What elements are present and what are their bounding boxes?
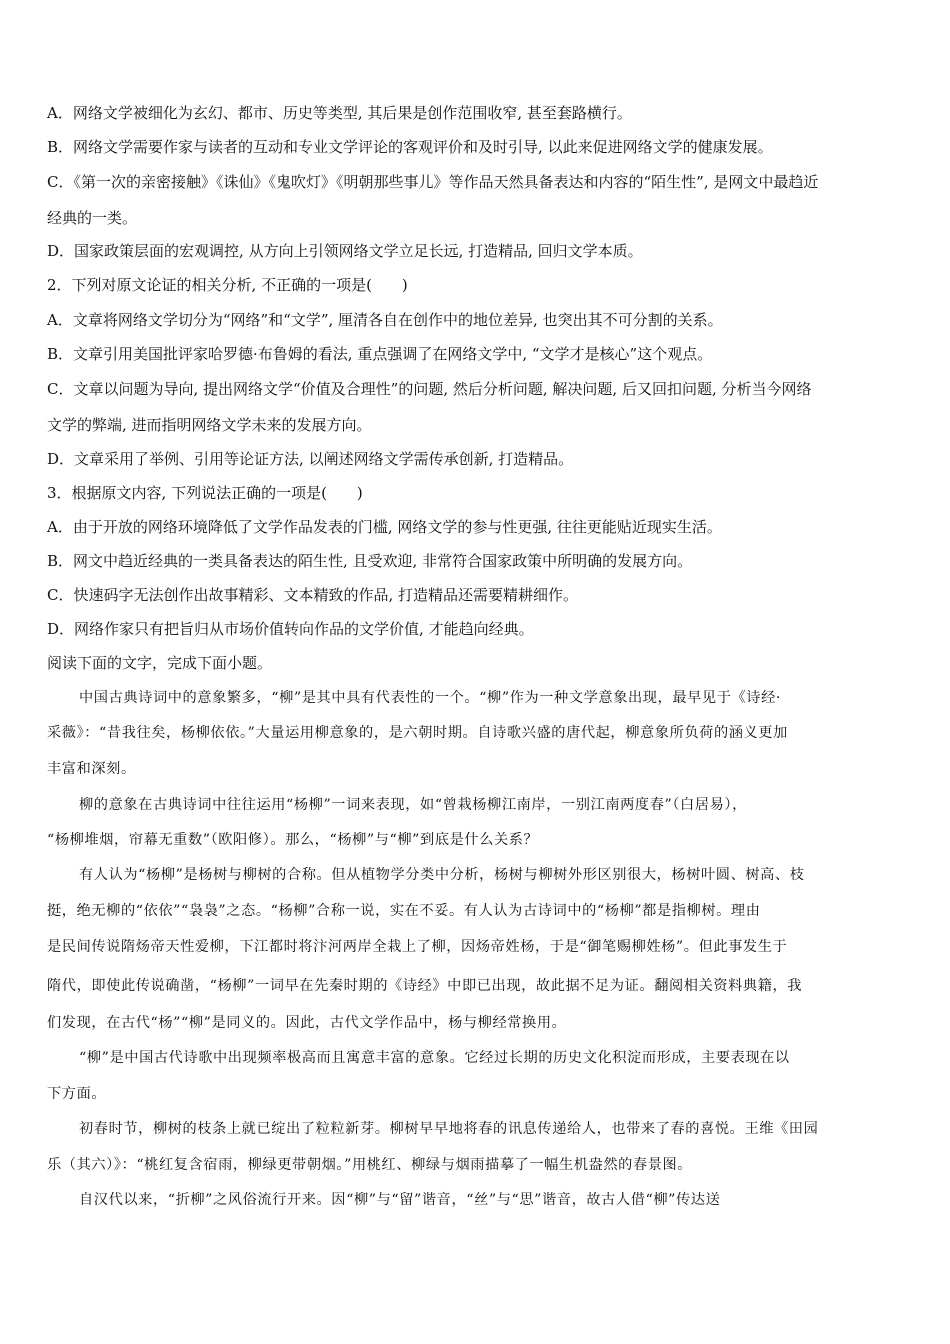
passage-line: 是民间传说隋炀帝天性爱柳，下江都时将汴河两岸全栽上了柳，因炀帝姓杨，于是“御笔赐柳姓杨”。但此事发生于 [47, 939, 788, 955]
q3-option-b: B．网文中趋近经典的一类具备表达的陌生性, 且受欢迎, 非常符合国家政策中所明确的发展方向。 [47, 552, 693, 570]
passage-line: “杨柳堆烟，帘幕无重数”（欧阳修）。那么，“杨柳”与“柳”到底是什么关系？ [47, 832, 539, 848]
q2-option-b: B．文章引用美国批评家哈罗德·布鲁姆的看法, 重点强调了在网络文学中, “文学才是核心”这个观点。 [47, 345, 713, 363]
q1-option-d: D．国家政策层面的宏观调控, 从方向上引领网络文学立足长远, 打造精品, 回归文学本质。 [47, 242, 643, 260]
q1-option-c-cont: 经典的一类。 [47, 209, 138, 227]
passage-line: 初春时节，柳树的枝条上就已绽出了粒粒新芽。柳树早早地将春的讯息传递给人，也带来了春的喜悦。王维《田园 [79, 1121, 819, 1137]
passage-line: 们发现，在古代“杨”“柳”是同义的。因此，古代文学作品中，杨与柳经常换用。 [47, 1015, 567, 1031]
passage-line: 挺，绝无柳的“依依”“袅袅”之态。“杨柳”合称一说，实在不妥。有人认为古诗词中的“杨柳”都是指柳树。理由 [47, 903, 761, 919]
q2-option-d: D．文章采用了举例、引用等论证方法, 以阐述网络文学需传承创新, 打造精品。 [47, 450, 574, 468]
q2-option-a: A．文章将网络文学切分为“网络”和“文学”, 厘清各自在创作中的地位差异, 也突出其不可分割的关系。 [47, 311, 723, 329]
passage-line: 有人认为“杨柳”是杨树与柳树的合称。但从植物学分类中分析，杨树与柳树外形区别很大，杨树叶圆、树高、枝 [79, 867, 805, 883]
q2-option-c: C．文章以问题为导向, 提出网络文学“价值及合理性”的问题, 然后分析问题, 解决问题, 后又回扣问题, 分析当今网络 [47, 380, 812, 398]
passage-line: 中国古典诗词中的意象繁多，“柳”是其中具有代表性的一个。“柳”作为一种文学意象出现，最早见于《诗经· [79, 690, 781, 706]
passage-line: 下方面。 [47, 1086, 107, 1102]
passage-line: “柳”是中国古代诗歌中出现频率极高而且寓意丰富的意象。它经过长期的历史文化积淀而形成，主要表现在以 [79, 1050, 790, 1066]
q3-stem: 3．根据原文内容, 下列说法正确的一项是( ) [47, 484, 363, 502]
q3-option-c: C．快速码字无法创作出故事精彩、文本精致的作品, 打造精品还需要精耕细作。 [47, 586, 579, 604]
q3-option-a: A．由于开放的网络环境降低了文学作品发表的门槛, 网络文学的参与性更强, 往往更能贴近现实生活。 [47, 518, 722, 536]
q2-stem: 2．下列对原文论证的相关分析, 不正确的一项是( ) [47, 276, 408, 294]
q1-option-b: B．网络文学需要作家与读者的互动和专业文学评论的客观评价和及时引导, 以此来促进网络文学的健康发展。 [47, 138, 773, 156]
passage-line: 乐（其六）》：“桃红复含宿雨，柳绿更带朝烟。”用桃红、柳绿与烟雨描摹了一幅生机盎然的春景图。 [47, 1157, 693, 1173]
q3-option-d: D．网络作家只有把旨归从市场价值转向作品的文学价值, 才能趋向经典。 [47, 620, 534, 638]
passage-line: 隋代，即使此传说确凿，“杨柳”一词早在先秦时期的《诗经》中即已出现，故此据不足为证。翻阅相关资料典籍，我 [47, 978, 803, 994]
reading-instruction: 阅读下面的文字，完成下面小题。 [47, 654, 273, 672]
passage-line: 柳的意象在古典诗词中往往运用“杨柳”一词来表现，如“曾栽杨柳江南岸，一别江南两度春”（白居易）， [79, 797, 747, 813]
passage-line: 采薇》：“昔我往矣，杨柳依依。”大量运用柳意象的，是六朝时期。自诗歌兴盛的唐代起，柳意象所负荷的涵义更加 [47, 725, 788, 741]
passage-line: 丰富和深刻。 [47, 761, 136, 777]
passage-line: 自汉代以来，“折柳”之风俗流行开来。因“柳”与“留”谐音，“丝”与“思”谐音，故古人借“柳”传达送 [79, 1192, 721, 1208]
q1-option-a: A．网络文学被细化为玄幻、都市、历史等类型, 其后果是创作范围收窄, 甚至套路横行。 [47, 104, 632, 122]
q1-option-c: C．《第一次的亲密接触》《诛仙》《鬼吹灯》《明朝那些事儿》等作品天然具备表达和内容的“陌生性”, 是网文中最趋近 [47, 173, 819, 191]
q2-option-c-cont: 文学的弊端, 进而指明网络文学未来的发展方向。 [47, 416, 372, 434]
